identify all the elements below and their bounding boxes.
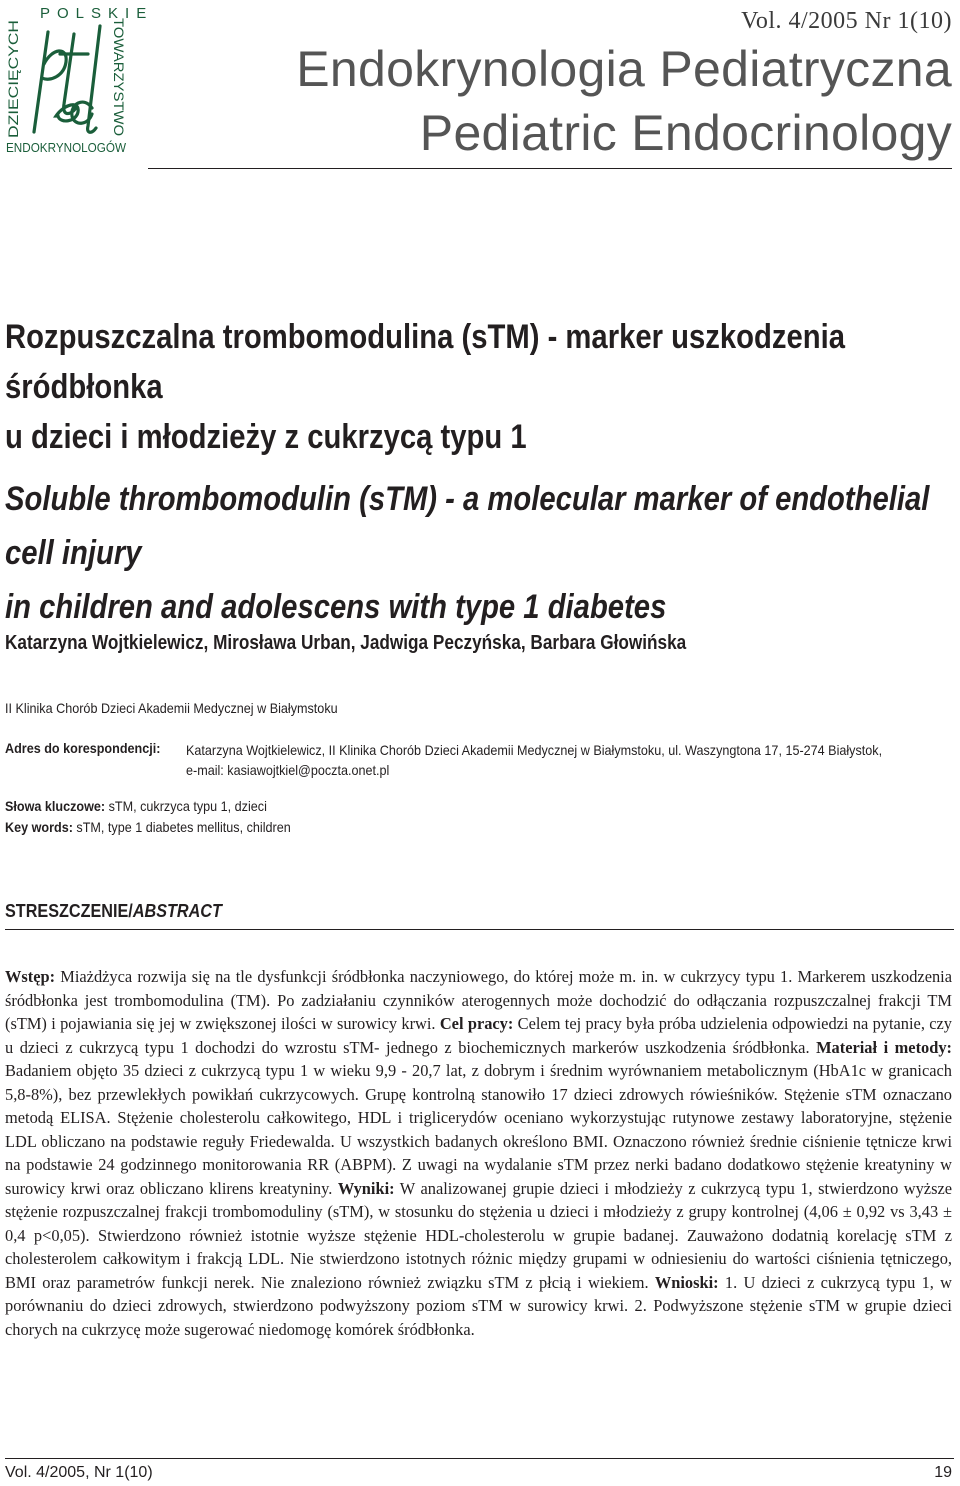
society-logo <box>4 4 154 155</box>
article-title-pl-line2: u dzieci i młodzieży z cukrzycą typu 1 <box>5 418 527 456</box>
abstract-label-methods: Materiał i metody: <box>816 1037 952 1057</box>
article-title-pl-line1: Rozpuszczalna trombomodulina (sTM) - marker uszkodzenia śródbłonka <box>5 318 845 406</box>
authors: Katarzyna Wojtkielewicz, Mirosława Urban, Jadwiga Peczyńska, Barbara Głowińska <box>5 632 687 654</box>
article-title-en-line2: in children and adolescens with type 1 diabetes <box>5 588 667 626</box>
article-title-pl <box>5 312 942 462</box>
abstract-body <box>5 965 952 1341</box>
logo-monogram <box>34 26 100 132</box>
abstract-text-results: W analizowanej grupie dzieci i młodzieży z cukrzycą typu 1, stwierdzono wyższe stężenie rozpuszczalnej frakcji trombomoduliny (sTM), w stosunku do stężenia u dzieci i młodzieży z grupy kontrolnej (4,06 ± 0,92 vs 3,43 ± 0,4 p<0,05). Stwierdzono również istotnie wyższe stężenie HDL-cholesterolu w grupie badanej. Zauważono dodatnią korelację sTM z cholesterolem całkowitym i frakcją LDL. Nie stwierdzono istotnych różnic między grupami w odniesieniu do wartości ciśnienia tętniczego, BMI oraz parametrów funkcji nerek. Nie znaleziono również związku sTM z płcią i wiekiem. <box>5 1178 952 1292</box>
keywords-pl-label: Słowa kluczowe: <box>5 798 106 814</box>
article-title-en-line1: Soluble thrombomodulin (sTM) - a molecular marker of endothelial cell injury <box>5 480 930 572</box>
correspondence-line1: Katarzyna Wojtkielewicz, II Klinika Chorób Dzieci Akademii Medycznej w Białymstoku, ul. Waszyngtona 17, 15-274 Białystok, <box>186 742 883 758</box>
abstract-text-aim: Celem tej pracy była próba udzielenia odpowiedzi na pytanie, czy u dzieci z cukrzycą typu 1 dochodzi do wzrostu sTM- jednego z biochemicznych markerów uszkodzenia śródbłonka. <box>5 1014 952 1057</box>
logo-top-text: POLSKIE <box>40 5 154 22</box>
abstract-divider <box>5 929 954 930</box>
logo-right-text: TOWARZYSTWO <box>111 18 127 130</box>
keywords-en <box>5 819 291 835</box>
journal-volume: Vol. 4/2005 Nr 1(10) <box>741 8 952 34</box>
abstract-text-intro: Miażdżyca rozwija się na tle dysfunkcji śródbłonka naczyniowego, do której może m. in. w cukrzycy typu 1. Markerem uszkodzenia śródbłonka jest trombomodulina (TM). Po zadziałaniu czynników aterogennych może dochodzić do odłączania rozpuszczalnej frakcji TM (sTM) i pojawiania się jej w zwiększonej ilości w surowicy krwi. <box>5 967 952 1033</box>
abstract-heading-pl: STRESZCZENIE/ <box>5 901 133 921</box>
abstract-label-aim: Cel pracy: <box>439 1014 514 1033</box>
abstract-label-conclusions: Wnioski: <box>654 1272 719 1292</box>
correspondence-email[interactable]: e-mail: kasiawojtkiel@poczta.onet.pl <box>186 762 390 778</box>
abstract-text-methods: Badaniem objęto 35 dzieci z cukrzycą typu 1 w wieku 9,9 - 20,7 lat, z dobrym i średnim wyrównaniem metabolicznym (HbA1c w granicach 5,8-8%), bez przewlekłych powikłań cukrzycowych. Grupę kontrolną stanowiło 17 dzieci zdrowych rówieśników. Stężenie sTM oznaczano metodą ELISA. Stężenie cholesterolu całkowitego, HDL i triglicerydów oceniano wykorzystując rutynowe zestawy laboratoryjne, stężenie LDL obliczano na podstawie reguły Friedewalda. U wszystkich badanych określono BMI. Oznaczono również średnie ciśnienie tętnicze krwi na podstawie 24 godzinnego monitorowania RR (ABPM). Z uwagi na wydalanie sTM przez nerki badano dodatkowo stężenie kreatyniny w surowicy krwi oraz obliczano klirens kreatyniny. <box>5 1061 952 1198</box>
abstract-label-results: Wyniki: <box>337 1178 395 1198</box>
keywords-en-text: sTM, type 1 diabetes mellitus, children <box>72 819 291 835</box>
footer-divider <box>5 1458 954 1459</box>
abstract-heading-en: ABSTRACT <box>132 901 222 921</box>
footer-volume: Vol. 4/2005, Nr 1(10) <box>5 1464 153 1481</box>
abstract-label-intro: Wstęp: <box>5 967 56 986</box>
journal-title-pl: Endokrynologia Pediatryczna <box>296 41 952 97</box>
keywords-en-label: Key words: <box>5 819 73 835</box>
page-number: 19 <box>934 1464 952 1481</box>
abstract-text-conclusions: 1. U dzieci z cukrzycą typu 1, w porównaniu do dzieci zdrowych, stwierdzono podwyższony poziom sTM w surowicy krwi. 2. Podwyższone stężenie sTM w grupie dzieci chorych na cukrzycę może sugerować niedomogę komórek śródbłonka. <box>5 1272 953 1339</box>
affiliation: II Klinika Chorób Dzieci Akademii Medycznej w Białymstoku <box>5 700 338 716</box>
header-divider <box>148 168 952 169</box>
article-title-en <box>5 472 942 634</box>
correspondence-address <box>186 740 947 780</box>
keywords-pl <box>5 798 267 814</box>
journal-title-en: Pediatric Endocrinology <box>419 105 952 161</box>
logo-bottom-text: ENDOKRYNOLOGÓW <box>6 140 127 155</box>
correspondence-label: Adres do korespondencji: <box>5 740 161 756</box>
logo-left-text: DZIECIĘCYCH <box>5 43 21 138</box>
keywords-pl-text: sTM, cukrzyca typu 1, dzieci <box>105 798 267 814</box>
abstract-heading <box>5 901 222 922</box>
